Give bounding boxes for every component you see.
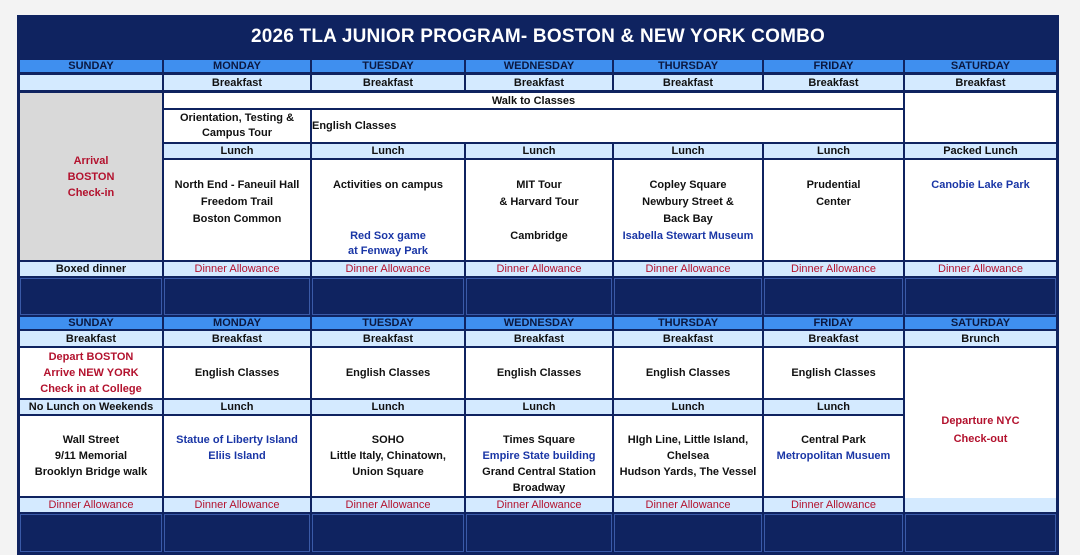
activity-line: MIT Tour [516,179,562,191]
separator-cell [164,514,310,552]
arrival-boston-cell [20,93,162,260]
lunch-cell: Lunch [466,400,612,414]
day-header-sunday-2: SUNDAY [20,317,162,329]
english-classes-cell: English Classes [466,348,612,398]
activity-line: at Fenway Park [347,245,429,257]
activity-line: Statue of Liberty Island [176,434,298,446]
activity-line: Back Bay [663,213,713,225]
lunch-cell: Lunch [164,144,310,158]
lunch-cell: Lunch [764,144,903,158]
dinner-allowance-cell: Dinner Allowance [905,262,1056,276]
day-header-thursday-2: THURSDAY [614,317,762,329]
sunday-breakfast-empty [20,75,162,90]
day-header-tuesday-1: TUESDAY [312,60,464,72]
separator-cell [164,278,310,315]
dinner-allowance-cell: Dinner Allowance [614,498,762,512]
english-classes-cell: English Classes [312,348,464,398]
orientation-line: Campus Tour [201,127,273,139]
wednesday-activity-cell [466,160,612,260]
walk-to-classes: Walk to Classes [164,93,903,108]
english-classes-cell: English Classes [164,348,310,398]
activity-line: Grand Central Station [482,466,596,478]
dinner-allowance-cell: Dinner Allowance [764,498,903,512]
activity-line: Metropolitan Musuem [776,450,891,462]
day-header-sunday-1: SUNDAY [20,60,162,72]
day-header-saturday-1: SATURDAY [905,60,1056,72]
day-header-wednesday-1: WEDNESDAY [466,60,612,72]
separator-cell [312,514,464,552]
depart-line: Check in at College [40,383,142,395]
activity-line: Activities on campus [332,179,444,191]
english-classes-span: English Classes [312,110,903,142]
activity-line: Copley Square [649,179,727,191]
breakfast-cell: Breakfast [614,75,762,90]
activity-line: Isabella Stewart Museum [622,230,754,242]
dinner-allowance-cell: Dinner Allowance [164,498,310,512]
depart-line: Arrive NEW YORK [43,367,139,379]
schedule-sheet [17,15,1059,555]
lunch-cell: Lunch [164,400,310,414]
activity-line: Central Park [801,434,866,446]
lunch-cell: Lunch [614,400,762,414]
day-header-monday-1: MONDAY [164,60,310,72]
separator-cell [764,514,903,552]
activity-line: Canobie Lake Park [931,179,1030,191]
tuesday-nyc-activity-cell [312,416,464,496]
day-header-wednesday-2: WEDNESDAY [466,317,612,329]
lunch-cell: Lunch [614,144,762,158]
separator-cell [20,278,162,315]
day-header-thursday-1: THURSDAY [614,60,762,72]
dinner-allowance-cell: Dinner Allowance [466,498,612,512]
separator-cell [905,514,1056,552]
activity-line: Freedom Trail [200,196,274,208]
separator-cell [905,278,1056,315]
monday-activity-cell [164,160,310,260]
activity-line: Cambridge [510,230,568,242]
dinner-allowance-cell: Dinner Allowance [466,262,612,276]
breakfast-cell: Breakfast [164,75,310,90]
orientation-line: Orientation, Testing & [179,112,295,124]
dinner-allowance-cell: Dinner Allowance [164,262,310,276]
depart-boston-cell [20,348,162,398]
activity-line: Times Square [503,434,575,446]
lunch-cell: Lunch [312,144,464,158]
english-classes-cell: English Classes [614,348,762,398]
activity-line: Little Italy, Chinatown, [330,450,446,462]
dinner-allowance-cell: Dinner Allowance [20,498,162,512]
separator-cell [312,278,464,315]
separator-cell [614,278,762,315]
wednesday-nyc-activity-cell [466,416,612,496]
thursday-nyc-activity-cell [614,416,762,496]
activity-line: & Harvard Tour [499,196,579,208]
activity-line: 9/11 Memorial [54,450,128,462]
day-header-tuesday-2: TUESDAY [312,317,464,329]
separator-cell [466,514,612,552]
breakfast-cell: Breakfast [20,331,162,346]
english-classes-cell: English Classes [764,348,903,398]
day-header-monday-2: MONDAY [164,317,310,329]
lunch-cell: Lunch [466,144,612,158]
lunch-cell: Lunch [764,400,903,414]
separator-cell [614,514,762,552]
no-lunch-cell: No Lunch on Weekends [20,400,162,414]
page-title: 2026 TLA JUNIOR PROGRAM- BOSTON & NEW YORK COMBO [250,26,826,47]
activity-line: Newbury Street & [642,196,734,208]
breakfast-cell: Breakfast [614,331,762,346]
tuesday-activity-cell [312,160,464,260]
separator-cell [466,278,612,315]
activity-line: Wall Street [62,434,120,446]
thursday-activity-cell [614,160,762,260]
activity-line: Brooklyn Bridge walk [34,466,148,478]
activity-line: SOHO [371,434,405,446]
activity-line: Empire State building [482,450,596,462]
day-header-saturday-2: SATURDAY [905,317,1056,329]
activity-line: Hudson Yards, The Vessel [619,466,757,478]
packed-lunch-cell: Packed Lunch [905,144,1056,158]
friday-activity-cell [764,160,903,260]
boxed-dinner-cell: Boxed dinner [20,262,162,276]
activity-line: Union Square [352,466,424,478]
separator-cell [764,278,903,315]
activity-line: Boston Common [192,213,282,225]
friday-nyc-activity-cell [764,416,903,496]
breakfast-cell: Breakfast [312,75,464,90]
monday-nyc-activity-cell [164,416,310,496]
saturday-activity-cell [905,160,1056,260]
activity-line: Eliis Island [208,450,266,462]
arrival-line: Arrival [73,154,109,167]
lunch-cell: Lunch [312,400,464,414]
dinner-allowance-cell: Dinner Allowance [312,498,464,512]
saturday-blank [905,93,1056,142]
breakfast-cell: Breakfast [312,331,464,346]
breakfast-cell: Breakfast [764,75,903,90]
activity-line: Center [816,196,851,208]
orientation-cell [164,110,310,142]
separator-cell [20,514,162,552]
activity-line: Broadway [512,482,566,494]
activity-line: Prudential [806,179,861,191]
arrival-line: Check-in [67,186,115,199]
day-header-friday-2: FRIDAY [764,317,903,329]
dinner-allowance-cell: Dinner Allowance [614,262,762,276]
activity-line: Red Sox game [350,230,426,242]
dinner-allowance-cell: Dinner Allowance [764,262,903,276]
brunch-cell: Brunch [905,331,1056,346]
breakfast-cell: Breakfast [764,331,903,346]
breakfast-cell: Breakfast [466,75,612,90]
dinner-allowance-cell: Dinner Allowance [312,262,464,276]
activity-line: North End - Faneuil Hall [174,179,300,191]
day-header-friday-1: FRIDAY [764,60,903,72]
breakfast-cell: Breakfast [164,331,310,346]
sunday-nyc-activity-cell [20,416,162,496]
breakfast-cell: Breakfast [466,331,612,346]
saturday-dinner-empty [905,498,1056,512]
depart-line: Depart BOSTON [48,351,134,363]
departure-line: Check-out [953,432,1008,445]
activity-line: Chelsea [666,450,710,462]
arrival-line: BOSTON [67,170,115,183]
departure-nyc-cell [905,348,1056,511]
departure-line: Departure NYC [941,414,1020,427]
activity-line: HIgh Line, Little Island, [627,434,749,446]
breakfast-cell: Breakfast [905,75,1056,90]
